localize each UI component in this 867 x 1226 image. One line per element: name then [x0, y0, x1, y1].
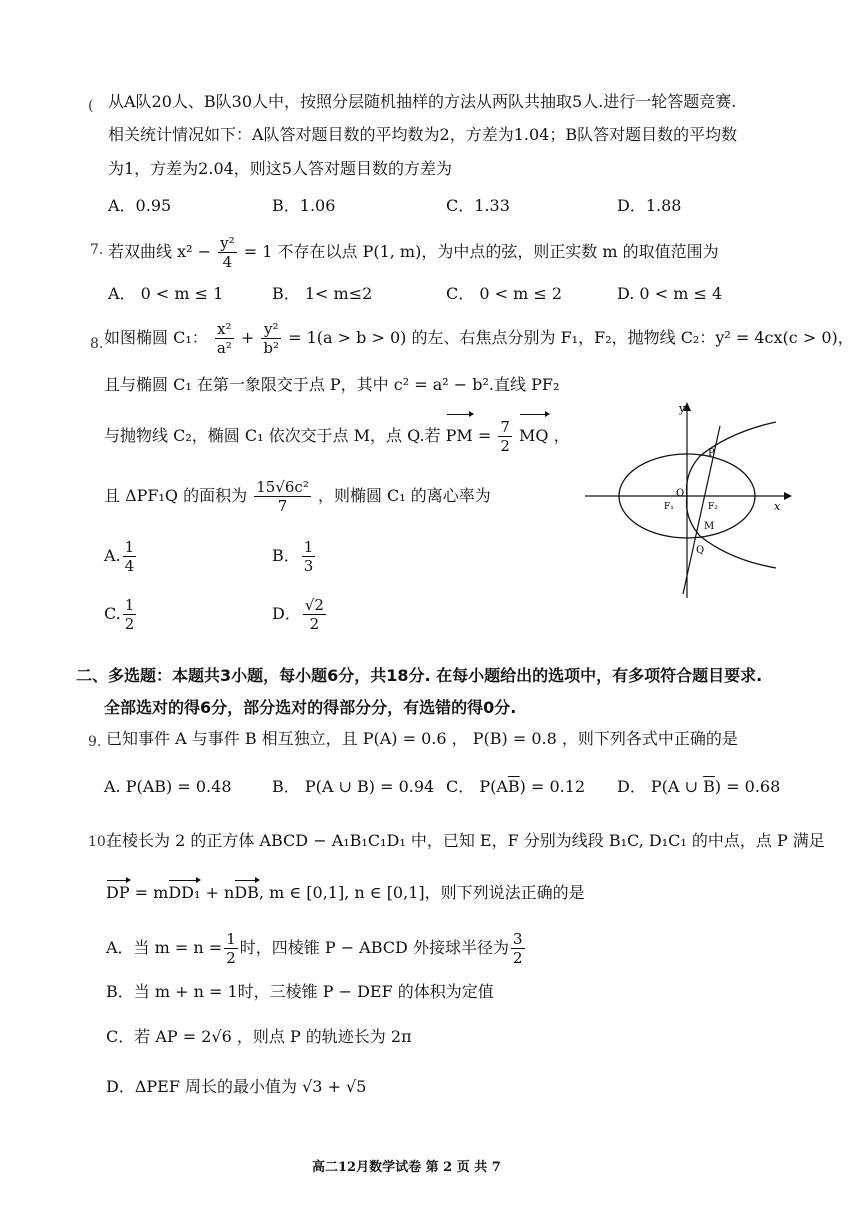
- q6-line2: 相关统计情况如下：A队答对题目数的平均数为2，方差为1.04；B队答对题目数的平均数: [108, 125, 738, 144]
- label-y: y: [679, 402, 686, 415]
- q8-opt-c-den: 2: [124, 615, 135, 633]
- q8-frac-x-num: x²: [215, 320, 234, 339]
- q8-opt-a-num: 1: [124, 538, 135, 556]
- q10-option-c: C．若 AP = 2√6 ，则点 P 的轨迹长为 2π: [106, 1027, 412, 1046]
- q10-opt-a-f1-den: 2: [226, 949, 236, 967]
- q9-option-b: B． P(A ∪ B) = 0.94: [272, 777, 435, 796]
- question-6-number: (: [88, 98, 94, 114]
- q9-opt-c-bar: $\overline{B}$: [507, 777, 520, 796]
- q10-opt-a-f2-num: 3: [512, 930, 523, 948]
- q8-opt-d-label: D．: [272, 604, 301, 623]
- q8-area-num: 15√6c²: [256, 478, 309, 496]
- q6-line3: 为1，方差为2.04，则这5人答对题目数的方差为: [108, 159, 452, 178]
- q8-opt-d-den: 2: [309, 615, 320, 633]
- q8-option-b: [272, 536, 317, 576]
- q10-option-b: B．当 m + n = 1时，三棱锥 P − DEF 的体积为定值: [106, 982, 494, 1001]
- q8-option-d: [272, 594, 328, 634]
- q9-opt-d-bar: $\overline{B}$: [703, 777, 715, 796]
- q8-frac-7-num: 7: [500, 418, 510, 436]
- q10-vector-db: DB: [234, 883, 259, 902]
- q8-option-a: [104, 536, 138, 576]
- q8-opt-c-frac: [123, 596, 137, 633]
- q7-fraction: [218, 234, 237, 271]
- q8-stem-line2: 且与椭圆 C₁ 在第一象限交于点 P，其中 c² = a² − b².直线 PF₂: [104, 375, 560, 394]
- label-f1: F₁: [664, 502, 674, 512]
- q6-option-a: A．0.95: [108, 196, 172, 215]
- q8-eq: =: [477, 426, 492, 445]
- q8-area-fraction: [254, 478, 311, 515]
- question-8-number: 8.: [90, 336, 104, 352]
- q8-frac-x-den: a²: [216, 339, 232, 357]
- q8-opt-a-den: 4: [124, 557, 135, 575]
- q10-option-d: D．ΔPEF 周长的最小值为 √3 + √5: [106, 1077, 367, 1096]
- q7-text-b: = 1 不存在以点 P(1, m)，为中点的弦，则正实数 m 的取值范围为: [243, 242, 719, 261]
- q8-line4a: 且 ΔPF₁Q 的面积为: [104, 486, 248, 505]
- q8-frac-y: [261, 320, 281, 357]
- q8-vector-pm: PM: [446, 416, 473, 456]
- q8-frac-x: [215, 320, 234, 357]
- q6-line1: 从A队20人、B队30人中，按照分层随机抽样的方法从两队共抽取5人.进行一轮答题竞赛.: [108, 92, 737, 111]
- q8-option-c: [104, 594, 138, 634]
- q8-stem-line3: [104, 416, 570, 456]
- q8-opt-d-num: √2: [304, 596, 324, 614]
- q8-tail: = 1(a > b > 0) 的左、右焦点分别为 F₁，F₂，抛物线 C₂：y² = 4cx(c > 0)，: [288, 328, 854, 347]
- q8-frac-y-num: y²: [261, 320, 281, 339]
- q8-frac-y-den: b²: [263, 339, 280, 357]
- q9-stem: 已知事件 A 与事件 B 相互独立，且 P(A) = 0.6 ， P(B) = 0.8 ，则下列各式中正确的是: [106, 729, 738, 748]
- q6-option-d: D．1.88: [617, 196, 682, 215]
- q7-frac-den: 4: [222, 253, 233, 271]
- q7-option-c: C． 0 < m ≤ 2: [446, 284, 563, 303]
- q7-option-b: B． 1< m≤2: [272, 284, 373, 303]
- q8-area-den: 7: [277, 497, 288, 515]
- label-q: Q: [696, 545, 705, 556]
- q7-text-a: 若双曲线 x² −: [108, 242, 212, 261]
- q8-opt-d-frac: [303, 596, 326, 633]
- q7-frac-num: y²: [220, 234, 235, 252]
- q8-frac-2-den: 2: [500, 437, 510, 455]
- q8-opt-b-frac: [302, 538, 316, 575]
- q10-opt-a-f2-den: 2: [512, 949, 523, 967]
- q8-opt-a-frac: [123, 538, 137, 575]
- q8-frac-7-2: [498, 418, 512, 455]
- q9-opt-c-b: ) = 0.12: [519, 777, 586, 796]
- x-axis-arrow: [784, 492, 792, 500]
- q10-eq: = m: [129, 883, 169, 902]
- label-m: M: [704, 521, 715, 532]
- label-x: x: [774, 500, 781, 513]
- q8-line3a: 与抛物线 C₂，椭圆 C₁ 依次交于点 M，点 Q.若: [104, 426, 441, 445]
- q10-vector-dp: DP: [106, 883, 130, 902]
- q10-line1: 在棱长为 2 的正方体 ABCD − A₁B₁C₁D₁ 中，已知 E，F 分别为线段 B₁C, D₁C₁ 的中点，点 P 满足: [106, 831, 825, 850]
- q7-stem: [108, 232, 719, 272]
- q10-opt-a-frac1: [224, 930, 238, 967]
- question-7-number: 7.: [90, 242, 104, 258]
- q10-opt-a-a: A．当 m = n =: [106, 938, 223, 957]
- q10-opt-a-f1-num: 1: [226, 930, 236, 948]
- q6-option-b: B．1.06: [272, 196, 336, 215]
- q8-opt-a-label: A.: [104, 546, 121, 565]
- q8-stem-line4: [104, 474, 491, 518]
- q8-vector-mq: MQ: [519, 416, 549, 456]
- q8-opt-b-num: 1: [303, 538, 314, 556]
- q8-line3b: ，: [553, 426, 570, 445]
- q7-option-a: A． 0 < m ≤ 1: [108, 284, 224, 303]
- q8-plus: +: [240, 328, 255, 347]
- q8-opt-c-num: 1: [124, 596, 135, 614]
- label-f2: F₂: [708, 502, 718, 512]
- q10-line2b: , m ∈ [0,1], n ∈ [0,1]，则下列说法正确的是: [258, 883, 585, 902]
- q9-opt-c-a: C． P(A: [446, 777, 508, 796]
- q6-option-c: C．1.33: [446, 196, 510, 215]
- q10-opt-a-frac2: [511, 930, 525, 967]
- q9-opt-d-a: D． P(A ∪: [617, 777, 704, 796]
- section-2-heading: 二、多选题：本题共3小题，每小题6分，共18分. 在每小题给出的选项中，有多项符合题目要求.: [76, 666, 763, 685]
- label-o: O: [676, 488, 685, 499]
- question-9-number: 9.: [88, 734, 102, 750]
- section-2-rules: 全部选对的得6分，部分选对的得部分分，有选错的得0分.: [104, 698, 517, 717]
- q10-vector-dd1: DD₁: [168, 883, 201, 902]
- q8-opt-b-den: 3: [303, 557, 314, 575]
- ellipse-parabola-figure: [580, 398, 800, 602]
- q8-line4b: ，则椭圆 C₁ 的离心率为: [317, 486, 491, 505]
- q8-opt-b-label: B．: [272, 546, 300, 565]
- label-p: P: [708, 448, 715, 459]
- page-footer: 高二12月数学试卷 第 2 页 共 7: [312, 1160, 501, 1175]
- q7-option-d: D. 0 < m ≤ 4: [617, 284, 723, 303]
- q8-opt-c-label: C.: [104, 604, 121, 623]
- q9-option-a: A. P(AB) = 0.48: [104, 777, 232, 796]
- q8-stem-line1: [104, 318, 854, 358]
- q10-opt-a-b: 时，四棱锥 P − ABCD 外接球半径为: [239, 938, 509, 957]
- q9-opt-d-b: ) = 0.68: [714, 777, 781, 796]
- q9-option-c: [446, 776, 585, 798]
- q10-plus-n: + n: [200, 883, 235, 902]
- question-10-number: 10.: [88, 834, 111, 850]
- q10-option-a: [106, 928, 527, 968]
- q10-line2: [106, 882, 585, 904]
- q8-lead: 如图椭圆 C₁：: [104, 328, 208, 347]
- q9-option-d: [617, 776, 780, 798]
